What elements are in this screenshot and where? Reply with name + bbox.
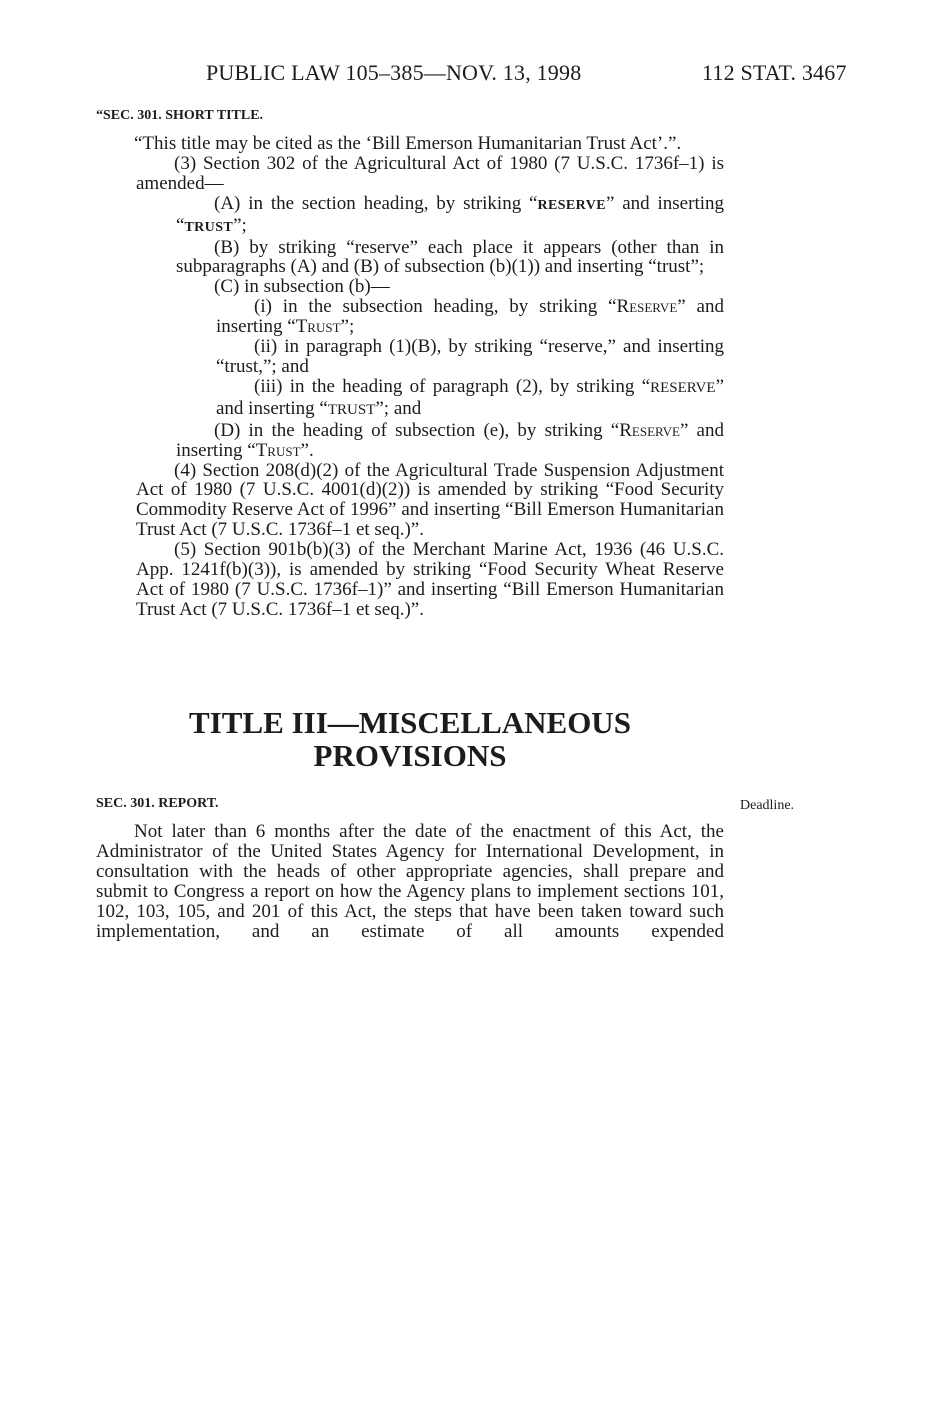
title-iii-line1: TITLE III—MISCELLANEOUS: [189, 705, 631, 740]
amendment-3-c-i-post: ”;: [340, 316, 355, 338]
amendment-3-c-iii-word2: TRUST: [327, 401, 376, 418]
amendment-3-d-word1: Reserve: [619, 419, 680, 441]
amendment-3-a-word2: TRUST: [184, 219, 234, 235]
report-text: Not later than 6 months after the date of the enactment of this Act, the Administrator of the United States Agency for International Development, in consultation with the heads of other appropriate agencies, shall prepare and submit to Congress a report on how the Agency plans to implement sections 101, 102, 103, 105, and 201 of this Act, the steps that have been taken toward such implementation, and an estimate of all amounts expended: [96, 821, 724, 942]
amendment-3-b: (B) by striking “reserve” each place it appears (other than in subparagraphs (A) and (B) of subsection (b)(1)) and inserting “trust”;: [176, 236, 724, 278]
amendment-4: (4) Section 208(d)(2) of the Agricultural Trade Suspension Adjustment Act of 1980 (7 U.S.C. 4001(d)(2)) is amended by striking “Food Security Commodity Reserve Act of 1996” and inserting “Bill Emerson Humanitarian Trust Act (7 U.S.C. 1736f–1 et seq.)”.: [136, 459, 724, 541]
amendment-3-c-i: [96, 297, 724, 337]
amendment-3-c-iii-word1: RESERVE: [650, 379, 716, 396]
deadline-margin-note: Deadline.: [740, 798, 795, 813]
amendment-3-a-mid: ” and inserting “: [176, 192, 725, 236]
amendment-3-d-pre: (D) in the heading of subsection (e), by striking “: [214, 419, 620, 441]
amendment-3-a: [96, 194, 724, 238]
amendment-3-c: (C) in subsection (b)—: [214, 276, 390, 298]
amendment-3-a-pre: (A) in the section heading, by striking “: [214, 192, 538, 214]
amendment-3-c-i-word2: Trust: [295, 316, 341, 338]
title-iii-heading: [96, 706, 724, 772]
amendment-3-intro: (3) Section 302 of the Agricultural Act of 1980 (7 U.S.C. 1736f–1) is amended—: [136, 152, 724, 194]
statute-page-number: 112 STAT. 3467: [702, 60, 847, 85]
title-iii-line2: PROVISIONS: [313, 738, 507, 773]
amendment-3-a-post: ”;: [233, 214, 247, 236]
amendment-3-c-i-mid: ” and inserting “: [216, 296, 724, 338]
amendment-body: [96, 134, 724, 620]
amendment-3-c-i-pre: (i) in the subsection heading, by striking “: [254, 296, 617, 318]
running-head: PUBLIC LAW 105–385—NOV. 13, 1998: [206, 60, 582, 85]
amendment-3-c-iii-post: ”; and: [375, 397, 422, 419]
amendment-3-d-post: ”.: [300, 439, 314, 461]
short-title-text: “This title may be cited as the ‘Bill Emerson Humanitarian Trust Act’.”.: [134, 133, 682, 154]
amendment-3-d: [96, 421, 724, 461]
amendment-3-c-iii-pre: (iii) in the heading of paragraph (2), by striking “: [254, 375, 651, 397]
section-short-title-heading: “SEC. 301. SHORT TITLE.: [96, 108, 264, 123]
amendment-5: (5) Section 901b(b)(3) of the Merchant Marine Act, 1936 (46 U.S.C. App. 1241f(b)(3)), is amended by striking “Food Security Wheat Reserve Act of 1980 (7 U.S.C. 1736f–1)” and inserting “Bill Emerson Humanitarian Trust Act (7 U.S.C. 1736f–1 et seq.)”.: [136, 539, 724, 620]
amendment-3-c-ii: (ii) in paragraph (1)(B), by striking “reserve,” and inserting “trust,”; and: [216, 336, 724, 377]
amendment-3-a-word1: RESERVE: [537, 197, 606, 213]
amendment-3-d-mid: ” and inserting “: [176, 419, 724, 461]
amendment-3-d-word2: Trust: [255, 439, 301, 461]
amendment-3-c-iii-mid: ” and inserting “: [216, 375, 724, 419]
report-body: [96, 822, 724, 941]
amendment-3-c-i-word1: Reserve: [616, 296, 678, 318]
amendment-3-c-iii: [96, 377, 724, 421]
section-report-heading: SEC. 301. REPORT.: [96, 796, 219, 811]
